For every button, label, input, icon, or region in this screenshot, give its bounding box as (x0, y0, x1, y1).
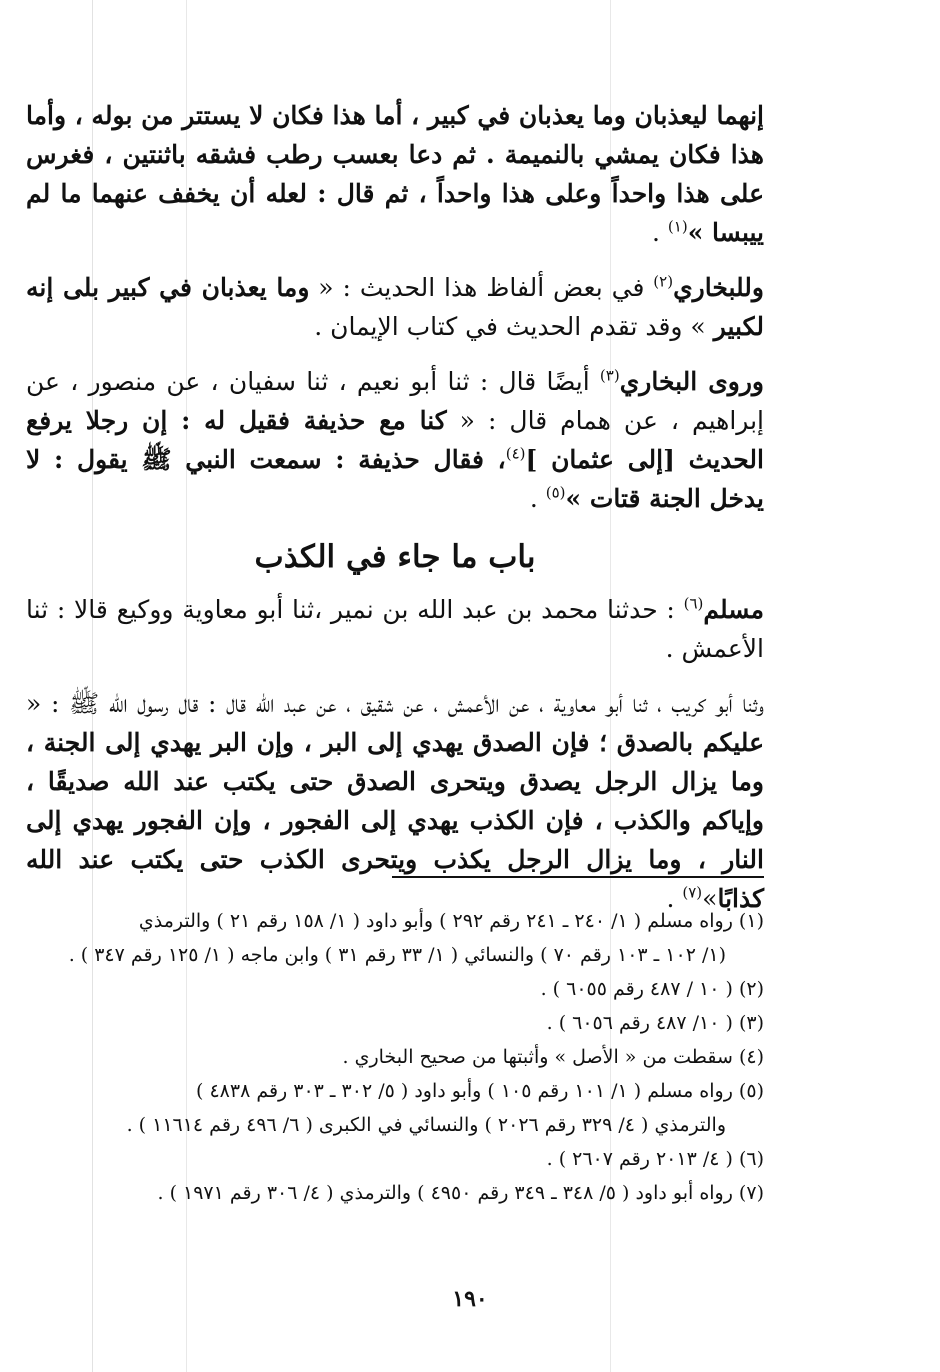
footnote-1-line-2: (١/ ١٠٢ ـ ١٠٣ رقم ٧٠ ) والنسائي ( ١/ ٣٣ رقم ٣١ ) وابن ماجه ( ١/ ١٢٥ رقم ٣٤٧ ) . (68, 944, 726, 966)
footnote-ref-7: (٧) (682, 883, 703, 902)
footnote-4: (٤) سقطت من « الأصل » وأثبتها من صحيح البخاري . (342, 1046, 764, 1068)
paragraph-2-mid: في بعض ألفاظ هذا الحديث : « (309, 273, 654, 302)
paragraph-4 (26, 590, 764, 668)
paragraph-2 (26, 268, 764, 346)
paragraph-2-end: » وقد تقدم الحديث في كتاب الإيمان . (314, 312, 714, 341)
paragraph-1 (26, 96, 764, 252)
paragraph-1-end: . (652, 218, 668, 247)
paragraph-4-lead: مسلم (703, 595, 764, 624)
paragraph-3-lead: وروى البخاري (619, 367, 764, 396)
paragraph-3-end: . (529, 484, 546, 513)
main-text (26, 96, 764, 934)
paragraph-2-quote: وما يعذبان في كبير بلى إنه لكبير (26, 273, 764, 341)
paragraph-3 (26, 362, 764, 518)
footnote-ref-1: (١) (667, 217, 688, 236)
footnote-ref-2: (٢) (653, 272, 674, 291)
paragraph-3-quote: كنا مع حذيفة فقيل له : إن رجلا يرفع الحديث [إلى عثمان ] (26, 406, 764, 474)
paragraph-5-end: . (666, 884, 683, 913)
footnote-7: (٧) رواه أبو داود ( ٥/ ٣٤٨ ـ ٣٤٩ رقم ٤٩٥٠ ) والترمذي ( ٤/ ٣٠٦ رقم ١٩٧١ ) . (157, 1182, 764, 1204)
footnote-ref-4: (٤) (505, 444, 526, 463)
footnote-3: (٣) ( ١٠/ ٤٨٧ رقم ٦٠٥٦ ) . (546, 1012, 764, 1034)
paragraph-3-a: أيضًا قال : ثنا أبو نعيم ، ثنا سفيان ، عن منصور ، عن إبراهيم ، عن همام قال : « (26, 367, 764, 435)
paragraph-2-lead: وللبخاري (673, 273, 764, 302)
paragraph-1-text: إنهما ليعذبان وما يعذبان في كبير ، أما هذا فكان لا يستتر من بوله ، وأما هذا فكان يمشي بالنميمة . ثم دعا بعسب رطب فشقه باثنتين ، فغرس على هذا واحداً وعلى هذا واحداً ، ثم قال : لعله أن يخفف عنهما ما لم ييبسا » (26, 101, 764, 247)
footnote-ref-6: (٦) (683, 594, 704, 613)
footnote-1-line-1: (١) رواه مسلم ( ١/ ٢٤٠ ـ ٢٤١ رقم ٢٩٢ ) وأبو داود ( ١/ ١٥٨ رقم ٢١ ) والترمذي (138, 910, 764, 932)
footnotes (26, 904, 764, 1210)
footnote-2: (٢) ( ١٠ / ٤٨٧ رقم ٦٠٥٥ ) . (540, 978, 764, 1000)
chapter-heading: باب ما جاء في الكذب (254, 539, 536, 575)
paragraph-5-quote: عليكم بالصدق ؛ فإن الصدق يهدي إلى البر ، وإن البر يهدي إلى الجنة ، وما يزال الرجل يصدق ويتحرى الصدق حتى يكتب عند الله صديقًا ، وإياكم والكذب ، فإن الكذب يهدي إلى الفجور ، وإن الفجور يهدي إلى النار ، وما يزال الرجل يكذب ويتحرى الكذب حتى يكتب عند الله كذابًا (26, 728, 764, 913)
footnote-ref-5: (٥) (545, 483, 566, 502)
footnote-ref-3: (٣) (599, 366, 620, 385)
footnote-6: (٦) ( ٤/ ٢٠١٣ رقم ٢٦٠٧ ) . (546, 1148, 764, 1170)
page-number: ١٩٠ (452, 1286, 488, 1312)
footnote-5-line-2: والترمذي ( ٤/ ٣٢٩ رقم ٢٠٢٦ ) والنسائي في الكبرى ( ٦/ ٤٩٦ رقم ١١٦١٤ ) . (126, 1114, 726, 1136)
paragraph-5-close: » (702, 884, 718, 913)
paragraph-5-lead: وثنا أبو كريب ، ثنا أبو معاوية ، عن الأعمش ، عن شقيق ، عن عبد الله قال : قال رسول الله ﷺ : « (26, 689, 764, 718)
paragraph-4-text: : حدثنا محمد بن عبد الله بن نمير ،ثنا أبو معاوية ووكيع قالا : ثنا الأعمش . (26, 595, 764, 663)
footnote-5-line-1: (٥) رواه مسلم ( ١/ ١٠١ رقم ١٠٥ ) وأبو داود ( ٥/ ٣٠٢ ـ ٣٠٣ رقم ٤٨٣٨ ) (196, 1080, 764, 1102)
paragraph-3-b: ، فقال حذيفة : سمعت النبي ﷺ يقول : لا يدخل الجنة قتات » (26, 445, 764, 513)
footnote-separator (392, 876, 764, 878)
paragraph-5 (26, 684, 764, 918)
